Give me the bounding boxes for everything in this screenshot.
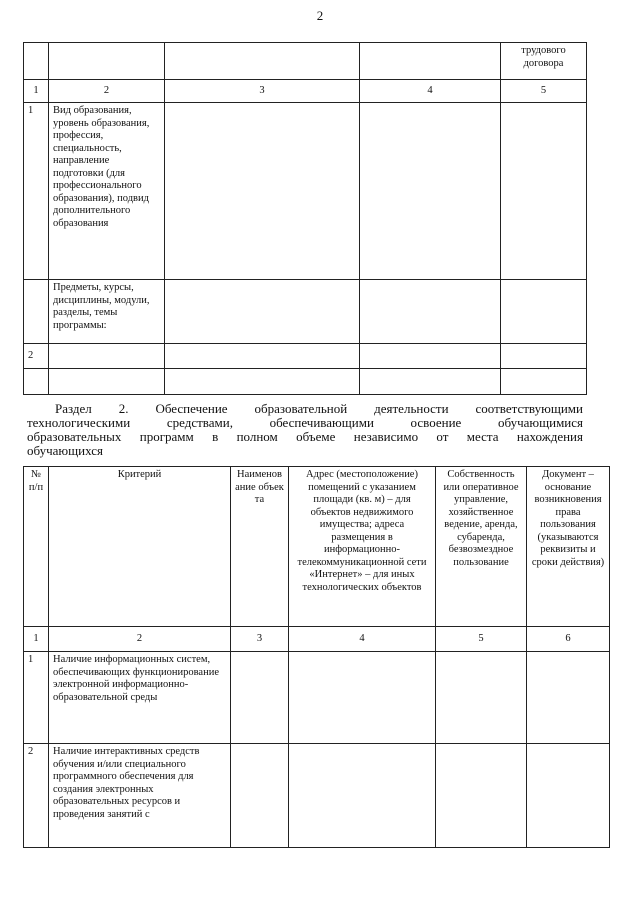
section-line: образовательных программ в полном объеме независимо от места нахождения [27,429,583,444]
column-header-number: № п/п [24,467,49,627]
table-educational-programs [23,42,587,395]
table-cell [360,43,501,80]
column-header-document: Документ – основание возникновения права пользования (указываются реквизиты и сроки действия) [527,467,610,627]
row-number: 2 [24,744,49,848]
table-row [24,369,587,395]
table-cell [165,103,360,280]
row-label: Предметы, курсы, дисциплины, модули, разделы, темы программы: [49,280,165,344]
table-cell [24,369,49,395]
table-cell [360,103,501,280]
column-number: 5 [501,80,587,103]
table-cell [360,344,501,369]
table-cell [501,344,587,369]
column-number: 5 [436,627,527,652]
table-cell [231,652,289,744]
section-line: Раздел 2. Обеспечение образовательной деятельности соответствующими [55,401,583,416]
table-row-numbers [24,627,610,652]
table-cell [289,744,436,848]
row-label: Вид образования, уровень образования, профессия, специальность, направление подготовки (для профессионального образования), подвид дополнительного образования [49,103,165,280]
table-row-numbers [24,80,587,103]
column-header-address: Адрес (местоположение) помещений с указанием площади (кв. м) – для объектов недвижимого имущества; адреса размещения в информационно-телекоммуникационной сети «Интернет» – для иных технологических объектов [289,467,436,627]
row-criterion: Наличие информационных систем, обеспечивающих функционирование электронной информационно-образовательной среды [49,652,231,744]
table-row [24,43,587,80]
column-number: 2 [49,627,231,652]
table-cell [436,652,527,744]
table-cell [24,280,49,344]
section-line: обучающихся [27,443,103,458]
page-number: 2 [316,8,324,23]
column-number: 3 [231,627,289,652]
row-number: 2 [24,344,49,369]
row-criterion: Наличие интерактивных средств обучения и/или специального программного обеспечения для создания электронных образовательных ресурсов и проведения занятий с [49,744,231,848]
table-cell [165,43,360,80]
table-cell [527,652,610,744]
column-number: 6 [527,627,610,652]
column-header-ownership: Собственность или оперативное управление, хозяйственное ведение, аренда, субаренда, безвозмездное пользование [436,467,527,627]
column-number: 1 [24,80,49,103]
table-cell [527,744,610,848]
table-cell [165,280,360,344]
table-technological-means [23,466,610,848]
table-cell-header-continued: трудового договора [501,43,587,80]
table-cell [165,344,360,369]
table-row [24,344,587,369]
table-cell [436,744,527,848]
table-cell [360,280,501,344]
column-number: 4 [360,80,501,103]
table-row [24,280,587,344]
section-heading [27,402,583,458]
table-row [24,103,587,280]
row-number: 1 [24,652,49,744]
table-row [24,652,610,744]
column-number: 4 [289,627,436,652]
table-cell [501,280,587,344]
table-cell [289,652,436,744]
column-header-object-name: Наименование объекта [231,467,289,627]
column-number: 3 [165,80,360,103]
table-cell [360,369,501,395]
table-cell [165,369,360,395]
table-cell [49,369,165,395]
table-cell [501,369,587,395]
table-cell [231,744,289,848]
row-number: 1 [24,103,49,280]
column-header-criterion: Критерий [49,467,231,627]
table-row [24,744,610,848]
table-cell [49,43,165,80]
table-header-row [24,467,610,627]
column-number: 2 [49,80,165,103]
table-cell [49,344,165,369]
table-cell [24,43,49,80]
table-cell [501,103,587,280]
section-line: технологическими средствами, обеспечивающими освоение обучающимися [27,415,583,430]
column-number: 1 [24,627,49,652]
